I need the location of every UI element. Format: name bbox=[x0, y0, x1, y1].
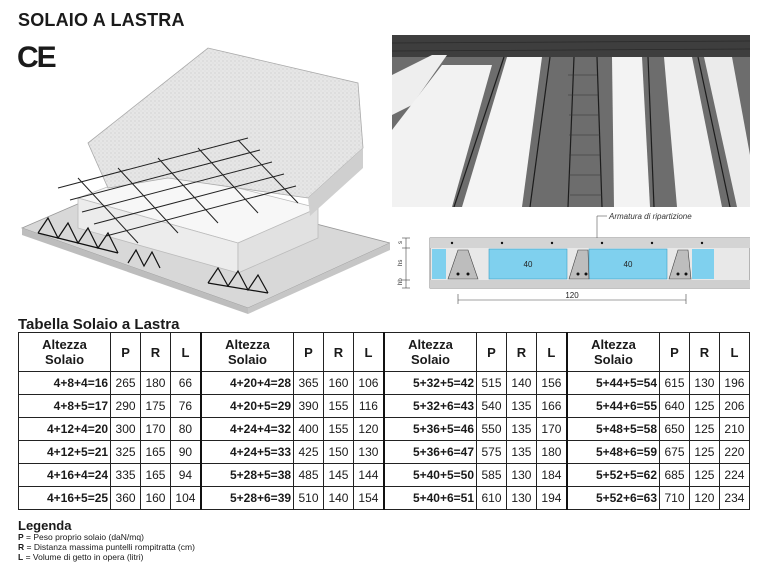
l-cell: 116 bbox=[353, 395, 384, 418]
header-l: L bbox=[536, 333, 567, 372]
dim-mid: hs bbox=[398, 259, 404, 266]
altezza-cell: 4+12+5=21 bbox=[19, 441, 111, 464]
header-l: L bbox=[353, 333, 384, 372]
r-cell: 145 bbox=[323, 464, 353, 487]
l-cell: 94 bbox=[170, 464, 201, 487]
p-cell: 265 bbox=[111, 372, 141, 395]
l-cell: 234 bbox=[719, 487, 749, 510]
legend-item: L = Volume di getto in opera (litri) bbox=[18, 552, 144, 562]
section-drawing bbox=[392, 208, 750, 310]
r-cell: 125 bbox=[689, 464, 719, 487]
p-cell: 615 bbox=[660, 372, 690, 395]
r-cell: 150 bbox=[323, 441, 353, 464]
altezza-cell: 4+8+4=16 bbox=[19, 372, 111, 395]
l-cell: 196 bbox=[719, 372, 749, 395]
p-cell: 685 bbox=[660, 464, 690, 487]
p-cell: 585 bbox=[477, 464, 507, 487]
l-cell: 76 bbox=[170, 395, 201, 418]
p-cell: 300 bbox=[111, 418, 141, 441]
p-cell: 575 bbox=[477, 441, 507, 464]
l-cell: 206 bbox=[719, 395, 749, 418]
p-cell: 425 bbox=[294, 441, 324, 464]
l-cell: 80 bbox=[170, 418, 201, 441]
r-cell: 165 bbox=[141, 441, 171, 464]
header-r: R bbox=[689, 333, 719, 372]
table-title: Tabella Solaio a Lastra bbox=[18, 316, 180, 333]
p-cell: 610 bbox=[477, 487, 507, 510]
l-cell: 104 bbox=[170, 487, 201, 510]
dim-bottom: hb bbox=[398, 278, 404, 285]
legend bbox=[18, 532, 195, 562]
legend-item: P = Peso proprio solaio (daN/mq) bbox=[18, 532, 144, 542]
altezza-cell: 4+24+4=32 bbox=[201, 418, 294, 441]
l-cell: 224 bbox=[719, 464, 749, 487]
p-cell: 515 bbox=[477, 372, 507, 395]
l-cell: 210 bbox=[719, 418, 749, 441]
l-cell: 154 bbox=[353, 487, 384, 510]
r-cell: 160 bbox=[141, 487, 171, 510]
altezza-cell: 4+8+5=17 bbox=[19, 395, 111, 418]
table-row bbox=[19, 395, 750, 418]
l-cell: 170 bbox=[536, 418, 567, 441]
r-cell: 165 bbox=[141, 464, 171, 487]
altezza-cell: 4+24+5=33 bbox=[201, 441, 294, 464]
altezza-cell: 4+16+5=25 bbox=[19, 487, 111, 510]
p-cell: 485 bbox=[294, 464, 324, 487]
header-p: P bbox=[111, 333, 141, 372]
p-cell: 640 bbox=[660, 395, 690, 418]
altezza-cell: 5+28+6=39 bbox=[201, 487, 294, 510]
p-cell: 325 bbox=[111, 441, 141, 464]
table-row bbox=[19, 487, 750, 510]
l-cell: 220 bbox=[719, 441, 749, 464]
page-title: SOLAIO A LASTRA bbox=[18, 10, 185, 30]
altezza-cell: 5+32+6=43 bbox=[384, 395, 477, 418]
table-row bbox=[19, 441, 750, 464]
p-cell: 365 bbox=[294, 372, 324, 395]
altezza-cell: 5+40+6=51 bbox=[384, 487, 477, 510]
altezza-cell: 5+44+5=54 bbox=[567, 372, 660, 395]
altezza-cell: 4+20+4=28 bbox=[201, 372, 294, 395]
altezza-cell: 4+16+4=24 bbox=[19, 464, 111, 487]
r-cell: 135 bbox=[506, 418, 536, 441]
r-cell: 125 bbox=[689, 418, 719, 441]
legend-title: Legenda bbox=[18, 518, 72, 533]
l-cell: 130 bbox=[353, 441, 384, 464]
l-cell: 194 bbox=[536, 487, 567, 510]
l-cell: 156 bbox=[536, 372, 567, 395]
l-cell: 120 bbox=[353, 418, 384, 441]
r-cell: 125 bbox=[689, 395, 719, 418]
altezza-cell: 5+52+6=63 bbox=[567, 487, 660, 510]
l-cell: 180 bbox=[536, 441, 567, 464]
r-cell: 170 bbox=[141, 418, 171, 441]
altezza-cell: 5+28+5=38 bbox=[201, 464, 294, 487]
header-p: P bbox=[294, 333, 324, 372]
l-cell: 106 bbox=[353, 372, 384, 395]
header-altezza: Altezza Solaio bbox=[384, 333, 477, 372]
solaio-table bbox=[18, 332, 750, 510]
r-cell: 155 bbox=[323, 395, 353, 418]
r-cell: 125 bbox=[689, 441, 719, 464]
dim-top: s bbox=[398, 241, 404, 244]
r-cell: 160 bbox=[323, 372, 353, 395]
r-cell: 140 bbox=[323, 487, 353, 510]
construction-photo bbox=[392, 35, 750, 207]
block-label-right: 40 bbox=[623, 260, 633, 269]
l-cell: 184 bbox=[536, 464, 567, 487]
header-r: R bbox=[506, 333, 536, 372]
header-altezza: Altezza Solaio bbox=[19, 333, 111, 372]
r-cell: 175 bbox=[141, 395, 171, 418]
p-cell: 510 bbox=[294, 487, 324, 510]
header-p: P bbox=[477, 333, 507, 372]
l-cell: 90 bbox=[170, 441, 201, 464]
r-cell: 130 bbox=[506, 464, 536, 487]
header-altezza: Altezza Solaio bbox=[201, 333, 294, 372]
altezza-cell: 4+12+4=20 bbox=[19, 418, 111, 441]
p-cell: 550 bbox=[477, 418, 507, 441]
altezza-cell: 5+32+5=42 bbox=[384, 372, 477, 395]
header-l: L bbox=[719, 333, 749, 372]
altezza-cell: 5+48+6=59 bbox=[567, 441, 660, 464]
p-cell: 540 bbox=[477, 395, 507, 418]
header-p: P bbox=[660, 333, 690, 372]
p-cell: 335 bbox=[111, 464, 141, 487]
header-r: R bbox=[141, 333, 171, 372]
table-row bbox=[19, 464, 750, 487]
table-header-row bbox=[19, 333, 750, 372]
p-cell: 675 bbox=[660, 441, 690, 464]
altezza-cell: 5+40+5=50 bbox=[384, 464, 477, 487]
r-cell: 155 bbox=[323, 418, 353, 441]
width-label: 120 bbox=[565, 291, 579, 300]
r-cell: 135 bbox=[506, 441, 536, 464]
altezza-cell: 5+44+6=55 bbox=[567, 395, 660, 418]
r-cell: 180 bbox=[141, 372, 171, 395]
altezza-cell: 4+20+5=29 bbox=[201, 395, 294, 418]
p-cell: 290 bbox=[111, 395, 141, 418]
altezza-cell: 5+36+5=46 bbox=[384, 418, 477, 441]
r-cell: 120 bbox=[689, 487, 719, 510]
l-cell: 66 bbox=[170, 372, 201, 395]
altezza-cell: 5+52+5=62 bbox=[567, 464, 660, 487]
p-cell: 710 bbox=[660, 487, 690, 510]
p-cell: 400 bbox=[294, 418, 324, 441]
block-label-left: 40 bbox=[523, 260, 533, 269]
table-row bbox=[19, 372, 750, 395]
ce-mark: CE bbox=[17, 41, 55, 74]
r-cell: 140 bbox=[506, 372, 536, 395]
l-cell: 166 bbox=[536, 395, 567, 418]
p-cell: 360 bbox=[111, 487, 141, 510]
legend-item: R = Distanza massima puntelli rompitratta (cm) bbox=[18, 542, 195, 552]
l-cell: 144 bbox=[353, 464, 384, 487]
r-cell: 130 bbox=[689, 372, 719, 395]
p-cell: 390 bbox=[294, 395, 324, 418]
r-cell: 130 bbox=[506, 487, 536, 510]
altezza-cell: 5+36+6=47 bbox=[384, 441, 477, 464]
table-row bbox=[19, 418, 750, 441]
header-altezza: Altezza Solaio bbox=[567, 333, 660, 372]
header-l: L bbox=[170, 333, 201, 372]
altezza-cell: 5+48+5=58 bbox=[567, 418, 660, 441]
annotation-label: Armatura di ripartizione bbox=[609, 212, 692, 221]
r-cell: 135 bbox=[506, 395, 536, 418]
p-cell: 650 bbox=[660, 418, 690, 441]
header-r: R bbox=[323, 333, 353, 372]
slab-illustration bbox=[18, 28, 390, 318]
